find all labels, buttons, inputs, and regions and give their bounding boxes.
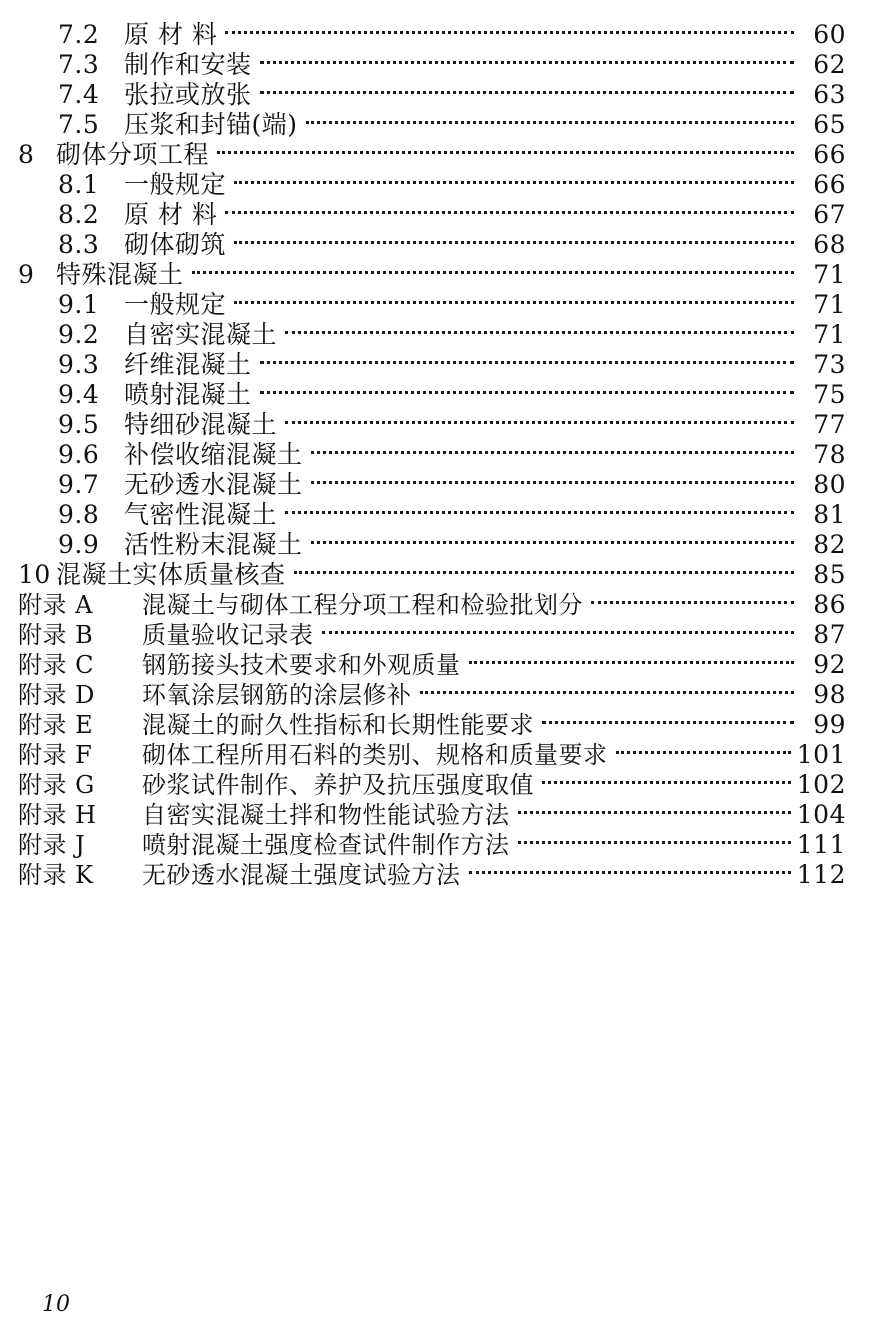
toc-entry-title: 特细砂混凝土 <box>124 410 278 439</box>
toc-entry-page: 78 <box>813 440 846 469</box>
toc-entry-page: 73 <box>813 350 846 379</box>
toc-entry-page: 65 <box>813 110 846 139</box>
toc-entry-title: 气密性混凝土 <box>124 500 278 529</box>
toc-leader-dots <box>518 828 791 853</box>
toc-entry-page: 85 <box>813 560 846 589</box>
toc-entry-page: 60 <box>813 20 846 49</box>
toc-entry-title: 张拉或放张 <box>124 80 252 109</box>
toc-leader-dots <box>311 468 794 493</box>
toc-entry-number: 9.1 <box>58 290 100 319</box>
toc-entry-title: 砂浆试件制作、养护及抗压强度取值 <box>142 771 534 799</box>
toc-leader-dots <box>260 348 794 373</box>
toc-entry-page: 82 <box>813 530 846 559</box>
page-number-folio: 10 <box>42 1292 70 1317</box>
toc-entry-title: 钢筋接头技术要求和外观质量 <box>142 651 461 679</box>
toc-entry-number: 7.5 <box>58 110 100 139</box>
toc-entry-page: 101 <box>796 740 846 769</box>
toc-entry-page: 63 <box>813 80 846 109</box>
toc-entry-number: 9.7 <box>58 470 100 499</box>
toc-entry[interactable] <box>0 798 874 827</box>
toc-entry[interactable] <box>0 228 874 257</box>
toc-entry-number: 9.2 <box>58 320 100 349</box>
toc-entry-title: 原 材 料 <box>124 20 218 49</box>
toc-entry-page: 86 <box>813 590 846 619</box>
toc-leader-dots <box>234 228 794 253</box>
toc-entry-number: 9.4 <box>58 380 100 409</box>
toc-entry[interactable] <box>0 468 874 497</box>
toc-entry[interactable] <box>0 138 874 167</box>
toc-leader-dots <box>225 198 794 223</box>
toc-leader-dots <box>285 408 794 433</box>
toc-entry[interactable] <box>0 258 874 287</box>
toc-leader-dots <box>294 558 794 583</box>
toc-entry-title: 无砂透水混凝土强度试验方法 <box>142 861 461 889</box>
toc-entry[interactable] <box>0 438 874 467</box>
toc-entry-number: 9.8 <box>58 500 100 529</box>
toc-entry[interactable] <box>0 288 874 317</box>
toc-leader-dots <box>542 708 794 733</box>
toc-leader-dots <box>225 18 794 43</box>
toc-entry[interactable] <box>0 378 874 407</box>
toc-entry-title: 制作和安装 <box>124 50 252 79</box>
toc-leader-dots <box>260 48 794 73</box>
toc-leader-dots <box>217 138 794 163</box>
toc-leader-dots <box>311 528 794 553</box>
toc-leader-dots <box>542 768 791 793</box>
toc-leader-dots <box>260 378 794 403</box>
toc-entry-page: 71 <box>813 320 846 349</box>
toc-entry-number: 9.6 <box>58 440 100 469</box>
toc-entry-page: 111 <box>796 830 846 859</box>
toc-entry-title: 质量验收记录表 <box>142 621 314 649</box>
toc-entry-number: 附录 A <box>18 591 93 619</box>
toc-entry-title: 补偿收缩混凝土 <box>124 440 303 469</box>
toc-entry[interactable] <box>0 408 874 437</box>
toc-entry-number: 附录 J <box>18 831 86 859</box>
toc-entry[interactable] <box>0 558 874 587</box>
toc-entry[interactable] <box>0 648 874 677</box>
toc-entry[interactable] <box>0 828 874 857</box>
toc-entry[interactable] <box>0 48 874 77</box>
toc-leader-dots <box>518 798 791 823</box>
toc-entry[interactable] <box>0 738 874 767</box>
toc-entry[interactable] <box>0 678 874 707</box>
toc-entry-title: 混凝土与砌体工程分项工程和检验批划分 <box>142 591 583 619</box>
toc-entry-title: 纤维混凝土 <box>124 350 252 379</box>
toc-entry-page: 71 <box>813 260 846 289</box>
toc-entry-page: 87 <box>813 620 846 649</box>
toc-entry-title: 混凝土实体质量核查 <box>56 560 286 589</box>
toc-entry-page: 99 <box>813 710 846 739</box>
toc-entry[interactable] <box>0 858 874 887</box>
toc-entry-title: 一般规定 <box>124 170 227 199</box>
toc-leader-dots <box>322 618 795 643</box>
toc-leader-dots <box>311 438 794 463</box>
table-of-contents <box>0 18 874 888</box>
toc-entry-title: 无砂透水混凝土 <box>124 470 303 499</box>
toc-entry-page: 66 <box>813 170 846 199</box>
toc-entry-page: 104 <box>796 800 846 829</box>
toc-entry-title: 砌体砌筑 <box>124 230 227 259</box>
toc-entry[interactable] <box>0 528 874 557</box>
toc-entry[interactable] <box>0 588 874 617</box>
toc-leader-dots <box>285 318 794 343</box>
toc-entry-page: 80 <box>813 470 846 499</box>
toc-entry[interactable] <box>0 318 874 347</box>
toc-leader-dots <box>285 498 794 523</box>
toc-entry-title: 喷射混凝土 <box>124 380 252 409</box>
toc-entry-title: 原 材 料 <box>124 200 218 229</box>
toc-entry-number: 8 <box>18 140 35 169</box>
toc-entry-title: 喷射混凝土强度检查试件制作方法 <box>142 831 510 859</box>
toc-entry-number: 8.3 <box>58 230 100 259</box>
toc-leader-dots <box>192 258 794 283</box>
toc-leader-dots <box>234 168 794 193</box>
toc-entry-page: 112 <box>796 860 846 889</box>
toc-entry-number: 附录 F <box>18 741 93 769</box>
toc-entry-title: 混凝土的耐久性指标和长期性能要求 <box>142 711 534 739</box>
toc-entry-number: 附录 D <box>18 681 95 709</box>
toc-entry[interactable] <box>0 708 874 737</box>
toc-entry[interactable] <box>0 108 874 137</box>
toc-entry-page: 75 <box>813 380 846 409</box>
toc-entry-title: 砌体工程所用石料的类别、规格和质量要求 <box>142 741 608 769</box>
toc-entry-page: 68 <box>813 230 846 259</box>
toc-entry-title: 砌体分项工程 <box>56 140 210 169</box>
toc-entry-page: 98 <box>813 680 846 709</box>
toc-entry-number: 附录 K <box>18 861 94 889</box>
toc-entry-number: 8.2 <box>58 200 100 229</box>
toc-entry[interactable] <box>0 78 874 107</box>
toc-entry-number: 附录 B <box>18 621 94 649</box>
toc-entry[interactable] <box>0 18 874 47</box>
toc-entry-page: 77 <box>813 410 846 439</box>
toc-leader-dots <box>260 78 794 103</box>
toc-entry-number: 7.2 <box>58 20 100 49</box>
toc-entry[interactable] <box>0 618 874 647</box>
toc-leader-dots <box>591 588 794 613</box>
toc-entry-number: 附录 E <box>18 711 94 739</box>
toc-entry-page: 92 <box>813 650 846 679</box>
toc-entry-page: 67 <box>813 200 846 229</box>
toc-entry-title: 自密实混凝土 <box>124 320 278 349</box>
toc-entry-number: 9 <box>18 260 35 289</box>
toc-entry-title: 自密实混凝土拌和物性能试验方法 <box>142 801 510 829</box>
toc-leader-dots <box>306 108 794 133</box>
toc-entry-number: 附录 G <box>18 771 95 799</box>
toc-entry[interactable] <box>0 498 874 527</box>
toc-leader-dots <box>234 288 794 313</box>
toc-leader-dots <box>469 648 795 673</box>
toc-entry-number: 9.5 <box>58 410 100 439</box>
toc-leader-dots <box>616 738 791 763</box>
toc-entry-page: 102 <box>796 770 846 799</box>
toc-entry-title: 一般规定 <box>124 290 227 319</box>
toc-entry[interactable] <box>0 768 874 797</box>
toc-entry[interactable] <box>0 168 874 197</box>
toc-entry-title: 压浆和封锚(端) <box>124 110 298 139</box>
toc-entry-number: 7.3 <box>58 50 100 79</box>
toc-leader-dots <box>469 858 791 883</box>
toc-entry-number: 10 <box>18 560 51 589</box>
toc-entry-page: 62 <box>813 50 846 79</box>
toc-entry-number: 9.3 <box>58 350 100 379</box>
toc-entry-number: 8.1 <box>58 170 100 199</box>
toc-entry-page: 66 <box>813 140 846 169</box>
toc-entry-title: 特殊混凝土 <box>56 260 184 289</box>
toc-entry-number: 附录 H <box>18 801 97 829</box>
toc-entry-number: 7.4 <box>58 80 100 109</box>
toc-entry-title: 活性粉末混凝土 <box>124 530 303 559</box>
toc-entry-number: 9.9 <box>58 530 100 559</box>
toc-entry-number: 附录 C <box>18 651 94 679</box>
toc-entry-page: 81 <box>813 500 846 529</box>
toc-entry-page: 71 <box>813 290 846 319</box>
toc-entry[interactable] <box>0 198 874 227</box>
toc-entry-title: 环氧涂层钢筋的涂层修补 <box>142 681 412 709</box>
toc-leader-dots <box>420 678 795 703</box>
toc-entry[interactable] <box>0 348 874 377</box>
